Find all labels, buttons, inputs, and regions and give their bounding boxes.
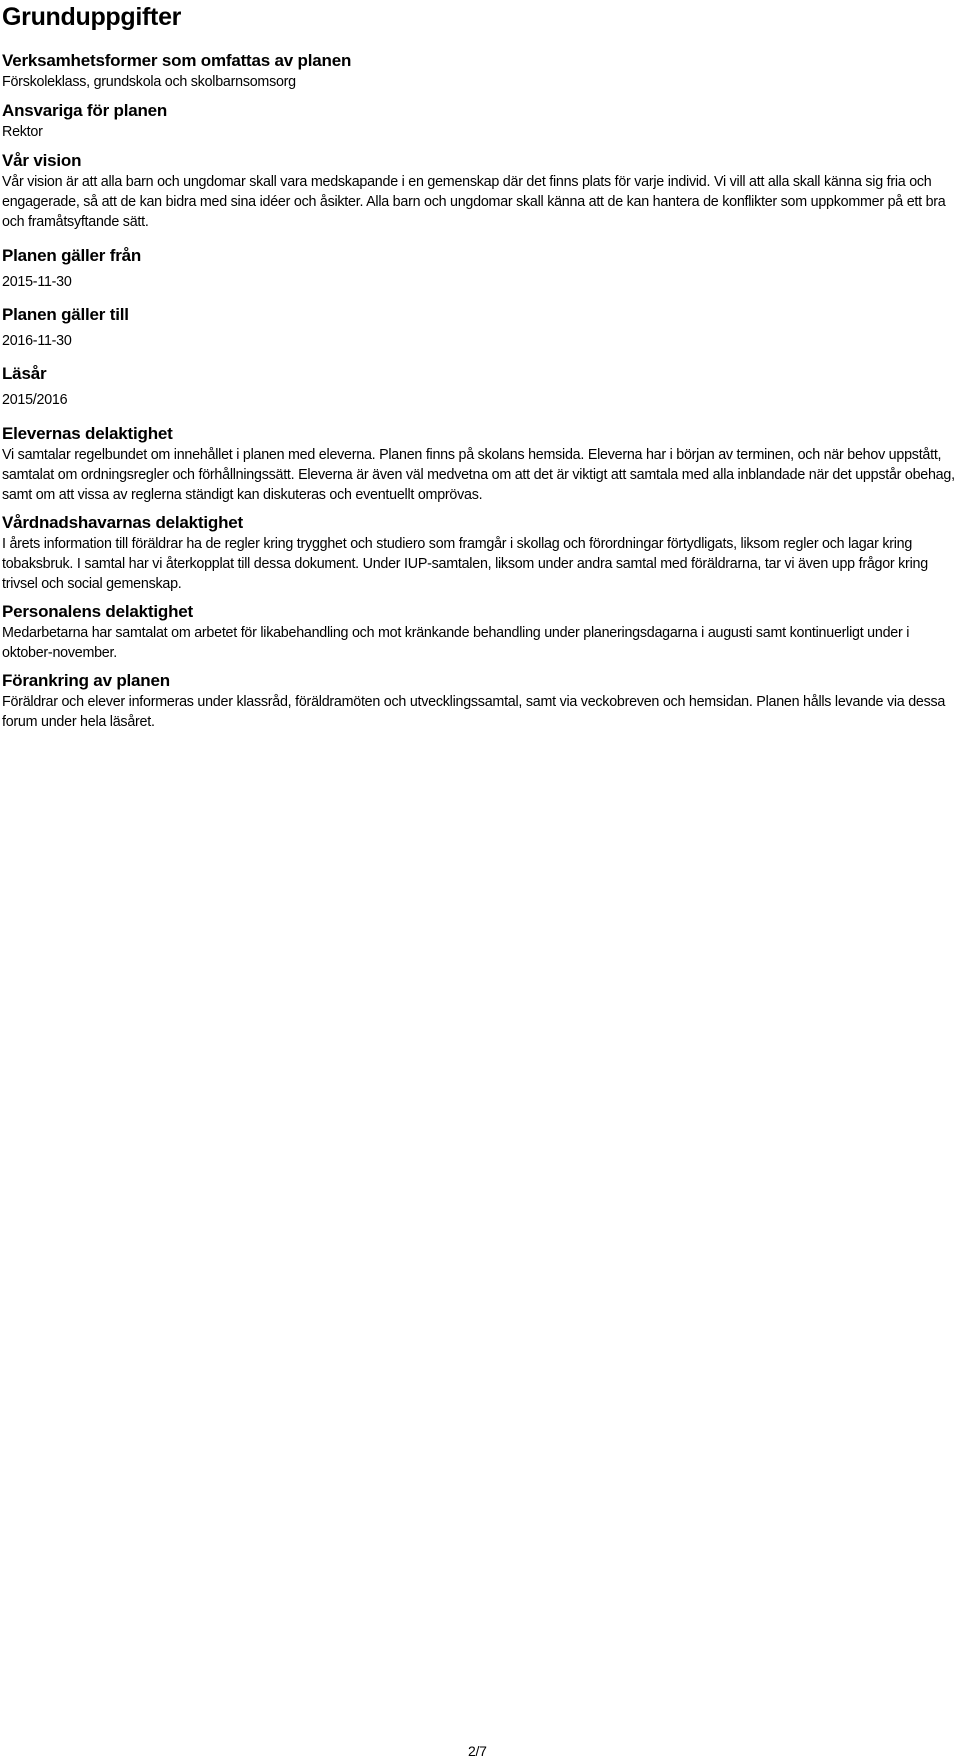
section-text: 2015/2016 — [2, 392, 68, 408]
section-vardnadshavarnas-delaktighet — [2, 512, 957, 594]
section-heading: Personalens delaktighet — [2, 602, 193, 621]
section-galler-till — [2, 304, 957, 351]
section-text: I årets information till föräldrar ha de regler kring trygghet och studiero som framgår i skollag och förordningar förtydligats, liksom regler och lagar kring tobaksbruk. I samtal har vi återkopplat till dessa dokument. Under IUP-samtalen, liksom under andra samtal med föräldrarna, tar vi även upp frågor kring trivsel och social gemenskap. — [2, 536, 928, 592]
section-heading: Vårdnadshavarnas delaktighet — [2, 513, 243, 532]
section-personalens-delaktighet — [2, 601, 957, 663]
section-forankring — [2, 670, 957, 732]
section-text: 2016-11-30 — [2, 333, 72, 349]
page-number: 2/7 — [468, 1743, 487, 1759]
section-text: Medarbetarna har samtalat om arbetet för likabehandling och mot kränkande behandling under planeringsdagarna i augusti samt kontinuerligt under i oktober-november. — [2, 625, 910, 661]
document-page — [2, 0, 957, 732]
section-heading: Verksamhetsformer som omfattas av planen — [2, 51, 352, 70]
page-title: Grunduppgifter — [2, 3, 182, 31]
section-heading: Ansvariga för planen — [2, 101, 168, 120]
section-heading: Planen gäller från — [2, 246, 142, 265]
section-heading: Läsår — [2, 364, 47, 383]
section-verksamhetsformer — [2, 50, 957, 92]
section-galler-fran — [2, 245, 957, 292]
section-ansvariga — [2, 100, 957, 142]
section-text: Föräldrar och elever informeras under klassråd, föräldramöten och utvecklingssamtal, samt via veckobreven och hemsidan. Planen hålls levande via dessa forum under hela läsåret. — [2, 694, 946, 730]
section-elevernas-delaktighet — [2, 423, 957, 505]
section-text: Förskoleklass, grundskola och skolbarnsomsorg — [2, 74, 296, 90]
section-text: Vi samtalar regelbundet om innehållet i planen med eleverna. Planen finns på skolans hemsida. Eleverna har i början av terminen, och när behov uppstått, samtalat om ordningsregler och förhållningssätt. Eleverna är även väl medvetna om att det är viktigt att samtala med alla inblandade när det uppstår obehag, samt om att vissa av reglerna ständigt kan diskuteras och eventuellt omprövas. — [2, 447, 955, 503]
section-heading: Elevernas delaktighet — [2, 424, 173, 443]
section-text: Vår vision är att alla barn och ungdomar skall vara medskapande i en gemenskap där det finns plats för varje individ. Vi vill att alla skall känna sig fria och engagerade, så att de kan bidra med sina idéer och åsikter. Alla barn och ungdomar skall känna att de kan hantera de konflikter som uppkommer på ett bra och framåtsyftande sätt. — [2, 174, 946, 230]
section-vision — [2, 150, 957, 232]
section-text: Rektor — [2, 124, 43, 140]
section-heading: Vår vision — [2, 151, 82, 170]
section-text: 2015-11-30 — [2, 274, 72, 290]
section-lasar — [2, 363, 957, 410]
section-heading: Förankring av planen — [2, 671, 170, 690]
section-heading: Planen gäller till — [2, 305, 129, 324]
